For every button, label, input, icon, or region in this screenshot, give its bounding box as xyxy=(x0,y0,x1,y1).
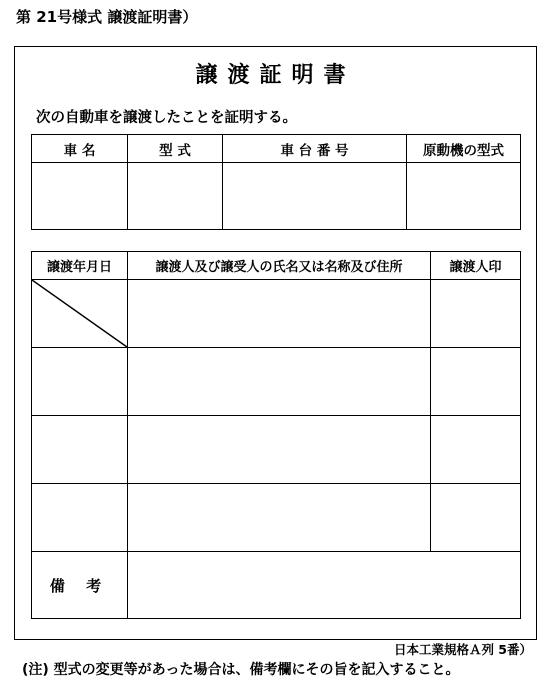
parties-cell[interactable] xyxy=(128,348,431,416)
diagonal-strike-line xyxy=(32,280,127,347)
seal-cell[interactable] xyxy=(431,416,521,484)
transfer-date-cell[interactable] xyxy=(32,348,128,416)
remarks-row xyxy=(32,552,521,619)
transfer-date-cell[interactable] xyxy=(32,484,128,552)
transfer-row xyxy=(32,280,521,348)
header-transfer-date: 譲渡年月日 xyxy=(32,252,128,280)
transfer-date-cell[interactable] xyxy=(32,416,128,484)
paper-standard-note: 日本工業規格Ａ列 5番） xyxy=(393,642,532,657)
certification-statement: 次の自動車を譲渡したことを証明する。 xyxy=(36,110,297,126)
vehicle-header-row xyxy=(32,135,521,163)
remarks-label: 備 考 xyxy=(32,552,128,619)
transfer-row xyxy=(32,416,521,484)
header-model: 型 式 xyxy=(128,135,223,163)
transfer-table xyxy=(31,251,521,619)
seal-cell[interactable] xyxy=(431,348,521,416)
remarks-cell[interactable] xyxy=(128,552,521,619)
vehicle-data-row xyxy=(32,163,521,230)
parties-cell[interactable] xyxy=(128,416,431,484)
transfer-row xyxy=(32,348,521,416)
vehicle-info-table xyxy=(31,134,521,230)
footnote: (注) 型式の変更等があった場合は、備考欄にその旨を記入すること。 xyxy=(22,662,460,678)
form-number-label: 第 21号様式 譲渡証明書） xyxy=(16,8,198,26)
seal-cell[interactable] xyxy=(431,280,521,348)
header-vehicle-name: 車 名 xyxy=(32,135,128,163)
header-parties-name-address: 譲渡人及び譲受人の氏名又は名称及び住所 xyxy=(128,252,431,280)
transfer-header-row xyxy=(32,252,521,280)
header-transferor-seal: 譲渡人印 xyxy=(431,252,521,280)
parties-cell[interactable] xyxy=(128,484,431,552)
vehicle-name-cell[interactable] xyxy=(32,163,128,230)
transfer-row xyxy=(32,484,521,552)
parties-cell[interactable] xyxy=(128,280,431,348)
seal-cell[interactable] xyxy=(431,484,521,552)
model-cell[interactable] xyxy=(128,163,223,230)
header-engine-model: 原動機の型式 xyxy=(407,135,521,163)
certificate-title: 譲渡証明書 xyxy=(195,63,356,88)
transfer-date-cell-struck xyxy=(32,280,128,348)
engine-model-cell[interactable] xyxy=(407,163,521,230)
header-chassis-number: 車 台 番 号 xyxy=(223,135,407,163)
chassis-number-cell[interactable] xyxy=(223,163,407,230)
